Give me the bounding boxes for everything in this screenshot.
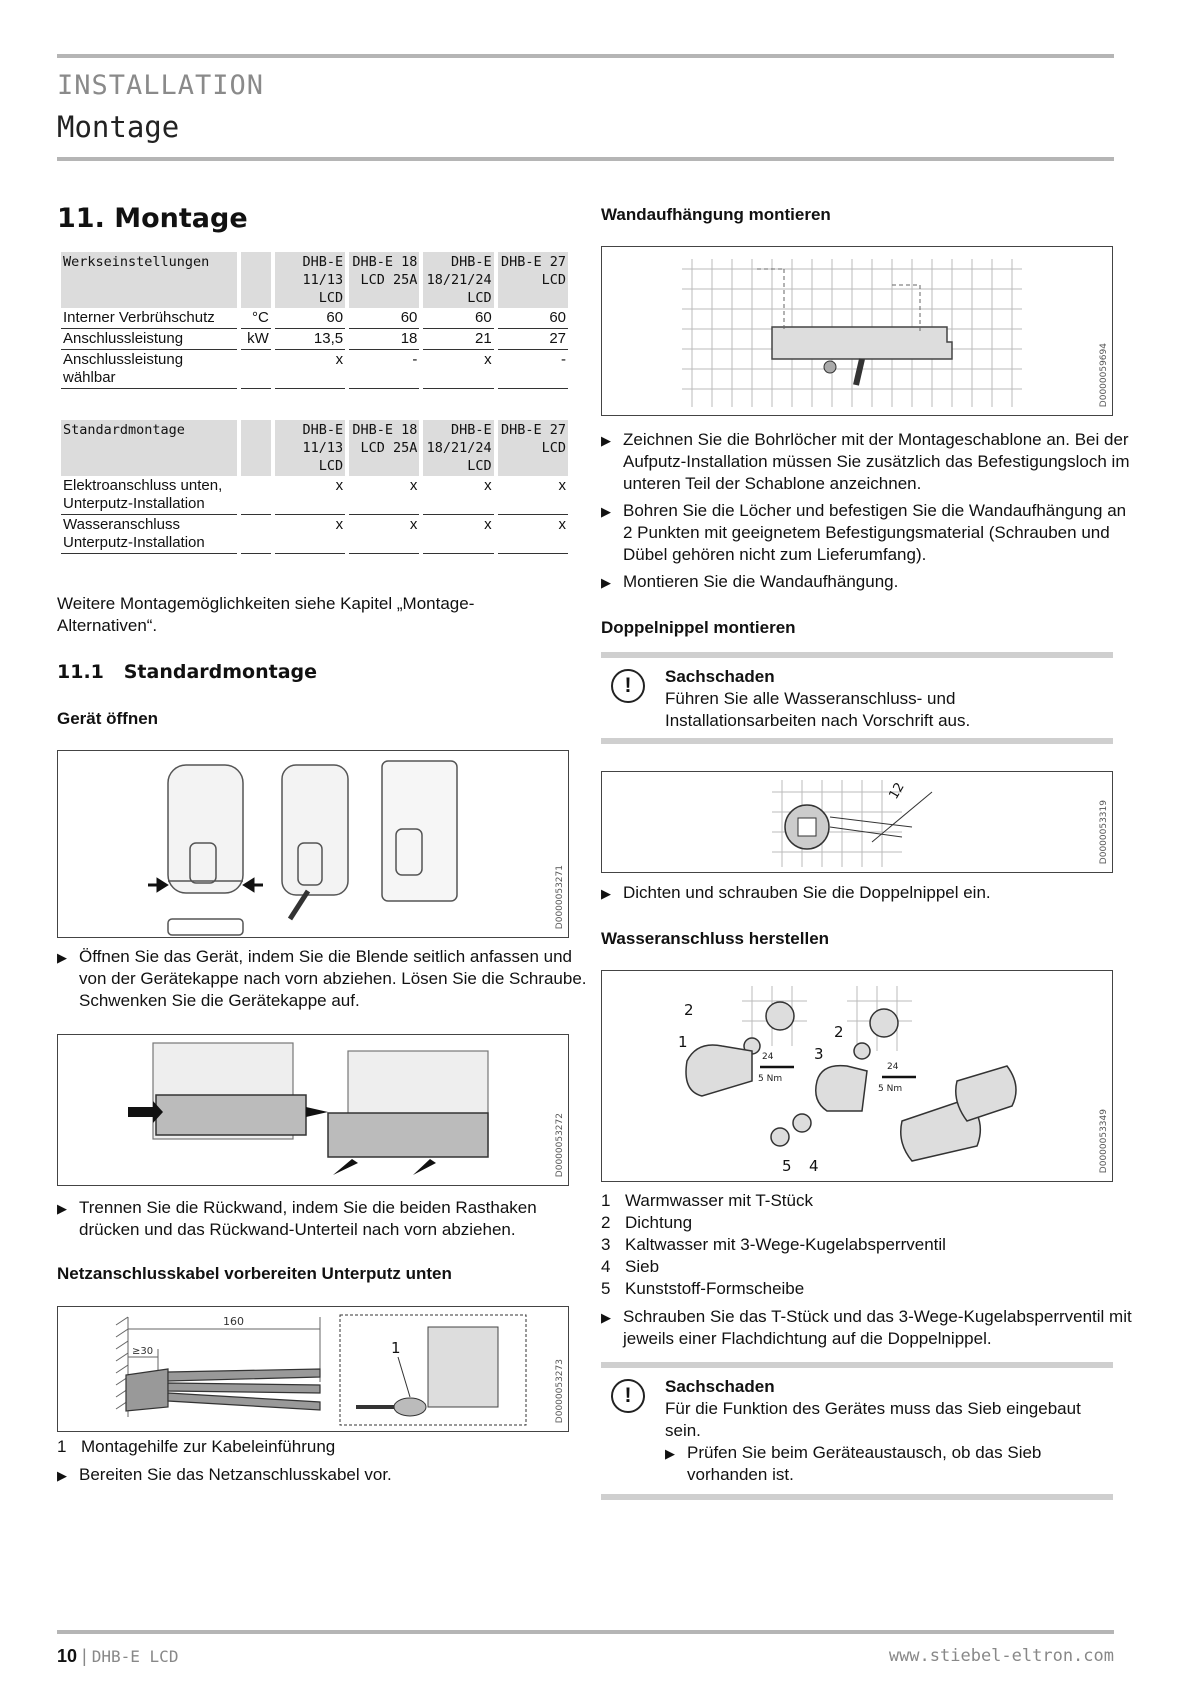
legend-item [57,1436,335,1458]
figure-cable [57,1306,569,1432]
table-cell: 60 [349,308,419,329]
bullet-wall-mount-2 [601,500,1135,566]
table-cell: Wasseranschluss Unterputz-Installation [61,515,237,554]
bullet-text: Schrauben Sie das T-Stück und das 3-Wege-Kugelabsperrventil mit jeweils einer Flachdichtung auf die Doppelnippel. [623,1307,1132,1348]
legend-number: 3 [601,1235,611,1254]
figure-code: D0000053272 [555,1112,565,1177]
open-device-illustration [58,751,568,937]
table-cell: 60 [275,308,345,329]
legend-item [601,1190,946,1212]
subheading-cable: Netzanschlusskabel vorbereiten Unterputz unten [57,1264,452,1283]
table-cell: Elektroanschluss unten, Unterputz-Installation [61,476,237,515]
table-cell: x [349,476,419,515]
table-cell [241,350,271,389]
table-cell [241,515,271,554]
table-cell: x [423,515,493,554]
chapter-title: 11. Montage [57,203,248,234]
figure-water-connection [601,970,1113,1182]
legend-item [601,1278,946,1300]
footer-rule [57,1630,1114,1634]
bullet-text: Öffnen Sie das Gerät, indem Sie die Blende seitlich anfassen und von der Gerätekappe nach vorn abziehen. Lösen Sie die Schraube. Schwenken Sie die Gerätekappe auf. [79,947,587,1010]
table-cell: x [275,515,345,554]
bullet-text: Bohren Sie die Löcher und befestigen Sie die Wandaufhängung an 2 Punkten mit geeignetem Befestigungsmaterial (Schrauben und Dübel gehören nicht zum Lieferumfang). [623,501,1127,564]
footer-separator: | [82,1646,87,1666]
water-connection-illustration [602,971,1112,1181]
bullet-wall-mount-1 [601,429,1135,495]
table-head-cell [241,420,271,476]
intro-text: Weitere Montagemöglichkeiten siehe Kapitel „Montage-Alternativen“. [57,594,475,635]
arrow-icon: ▶ [57,1201,67,1216]
legend-number: 1 [57,1437,67,1456]
table-cell: Interner Verbrühschutz [61,308,237,329]
legend-list [601,1190,946,1300]
table-row [61,329,568,350]
factory-settings-table [57,252,572,389]
figure-open-device [57,750,569,938]
arrow-icon: ▶ [601,886,611,901]
table-cell: x [275,476,345,515]
figure-code: D0000053319 [1099,799,1109,864]
footer-model: DHB-E LCD [91,1647,179,1666]
figure-code: D0000053349 [1099,1108,1109,1173]
warning-top-bar [601,1362,1113,1368]
arrow-icon: ▶ [57,1468,67,1483]
arrow-icon: ▶ [601,433,611,448]
table-head-cell: DHB-E 11/13 LCD [275,252,345,308]
standard-mounting-table [57,420,572,554]
subheading-open-device: Gerät öffnen [57,709,159,728]
arrow-icon: ▶ [57,950,67,965]
page-title: Montage [57,110,180,144]
table-head-cell: DHB-E 27 LCD [498,420,568,476]
callout-label: 1 [678,1033,688,1051]
table-cell: x [423,350,493,389]
back-wall-illustration [58,1035,568,1185]
table-row [61,515,568,554]
warning-top-bar [601,652,1113,658]
table-cell: 27 [498,329,568,350]
torque-label: 5 Nm [878,1084,903,1094]
wall-mount-illustration [602,247,1112,415]
table-head-cell: Werkseinstellungen [61,252,237,308]
arrow-icon: ▶ [601,575,611,590]
table-cell: Anschlussleistung [61,329,237,350]
table-head-cell: DHB-E 11/13 LCD [275,420,345,476]
warning-box-material-damage [601,652,1113,744]
bullet-text: Dichten und schrauben Sie die Doppelnippel ein. [623,883,991,902]
dim-label: 12 [886,780,908,802]
cable-illustration [58,1307,568,1431]
subheading-water-connection: Wasseranschluss herstellen [601,929,830,948]
bullet-text: Trennen Sie die Rückwand, indem Sie die beiden Rasthaken drücken und das Rückwand-Unterteil nach vorn abziehen. [79,1198,537,1239]
legend-item [601,1234,946,1256]
table-cell: Anschlussleistung wählbar [61,350,237,389]
figure-code: D0000053273 [555,1358,565,1423]
figure-wall-mount [601,246,1113,416]
subheading-double-nipple: Doppelnippel montieren [601,618,796,637]
callout-label: 4 [809,1157,819,1175]
warning-title: Sachschaden [665,1377,775,1396]
header-bottom-rule [57,157,1114,161]
legend-item [601,1256,946,1278]
warning-bullet [665,1442,1107,1486]
legend-number: 1 [601,1191,611,1210]
table-row [61,308,568,329]
table-cell: 13,5 [275,329,345,350]
warning-text: Führen Sie alle Wasseranschluss- und Installationsarbeiten nach Vorschrift aus. [665,689,971,730]
figure-double-nipple [601,771,1113,873]
table-cell [241,476,271,515]
bullet-water-connection [601,1306,1135,1350]
callout-label: 2 [834,1023,844,1041]
table-cell: x [275,350,345,389]
table-cell: 18 [349,329,419,350]
wrench-size: 24 [762,1052,774,1062]
callout-label: 2 [684,1001,694,1019]
table-cell: x [349,515,419,554]
table-cell: x [423,476,493,515]
table-head-cell: DHB-E 18/21/24 LCD [423,252,493,308]
arrow-icon: ▶ [665,1446,675,1461]
dim-strip: ≥30 [132,1346,154,1357]
bullet-text: Zeichnen Sie die Bohrlöcher mit der Montageschablone an. Bei der Aufputz-Installation müssen Sie zusätzlich das Befestigungsloch im unteren Teil der Schablone anzeichnen. [623,430,1130,493]
page-number: 10 [57,1646,78,1666]
bullet-text: Prüfen Sie beim Geräteaustausch, ob das Sieb vorhanden ist. [687,1443,1042,1484]
table-header [61,252,568,308]
arrow-icon: ▶ [601,504,611,519]
legend-text: Warmwasser mit T-Stück [625,1191,813,1210]
table-head-cell: DHB-E 27 LCD [498,252,568,308]
warning-text: Für die Funktion des Gerätes muss das Sieb eingebaut sein. [665,1399,1081,1440]
bullet-wall-mount-3 [601,571,1135,593]
table-cell: x [498,476,568,515]
table-cell: °C [241,308,271,329]
legend-item [601,1212,946,1234]
table-head-cell: Standardmontage [61,420,237,476]
header-top-rule [57,54,1114,58]
section-number: 11.1 [57,661,104,683]
legend-text: Kunststoff-Formscheibe [625,1279,805,1298]
callout-label: 3 [814,1045,824,1063]
legend-number: 5 [601,1279,611,1298]
bullet-text: Bereiten Sie das Netzanschlusskabel vor. [79,1465,392,1484]
torque-label: 5 Nm [758,1074,783,1084]
warning-bottom-bar [601,1494,1113,1500]
table-head-cell [241,252,271,308]
callout-label: 5 [782,1157,792,1175]
warning-title: Sachschaden [665,667,775,686]
warning-bottom-bar [601,738,1113,744]
callout-label: 1 [391,1339,401,1357]
bullet-double-nipple [601,882,1135,904]
warning-icon: ! [611,1379,645,1413]
wrench-size: 24 [887,1062,899,1072]
table-cell: 60 [498,308,568,329]
arrow-icon: ▶ [601,1310,611,1325]
legend-text: Sieb [625,1257,660,1276]
table-head-cell: DHB-E 18/21/24 LCD [423,420,493,476]
dim-length: 160 [223,1315,244,1328]
legend-text: Kaltwasser mit 3-Wege-Kugelabsperrventil [625,1235,946,1254]
figure-code: D0000059694 [1099,342,1109,407]
table-cell: x [498,515,568,554]
section-title: Standardmontage [123,661,318,683]
figure-back-wall [57,1034,569,1186]
subheading-wall-mount: Wandaufhängung montieren [601,205,831,224]
double-nipple-illustration [602,772,1112,872]
legend-number: 4 [601,1257,611,1276]
section-heading [57,661,317,683]
bullet-open-device [57,946,594,1012]
figure-code: D0000053271 [555,864,565,929]
legend-text: Dichtung [625,1213,693,1232]
bullet-text: Montieren Sie die Wandaufhängung. [623,572,899,591]
bullet-cable [57,1464,594,1486]
table-head-cell: DHB-E 18 LCD 25A [349,252,419,308]
warning-icon: ! [611,669,645,703]
footer-left [57,1646,178,1667]
table-row [61,350,568,389]
legend-number: 2 [601,1213,611,1232]
table-row [61,476,568,515]
table-cell: - [349,350,419,389]
warning-box-strainer [601,1362,1113,1500]
table-header [61,420,568,476]
table-head-cell: DHB-E 18 LCD 25A [349,420,419,476]
table-cell: - [498,350,568,389]
table-cell: 21 [423,329,493,350]
table-cell: 60 [423,308,493,329]
footer-url[interactable]: www.stiebel-eltron.com [888,1646,1114,1666]
section-label: INSTALLATION [57,70,265,101]
table-cell: kW [241,329,271,350]
legend-text: Montagehilfe zur Kabeleinführung [81,1437,336,1456]
bullet-back-wall [57,1197,594,1241]
